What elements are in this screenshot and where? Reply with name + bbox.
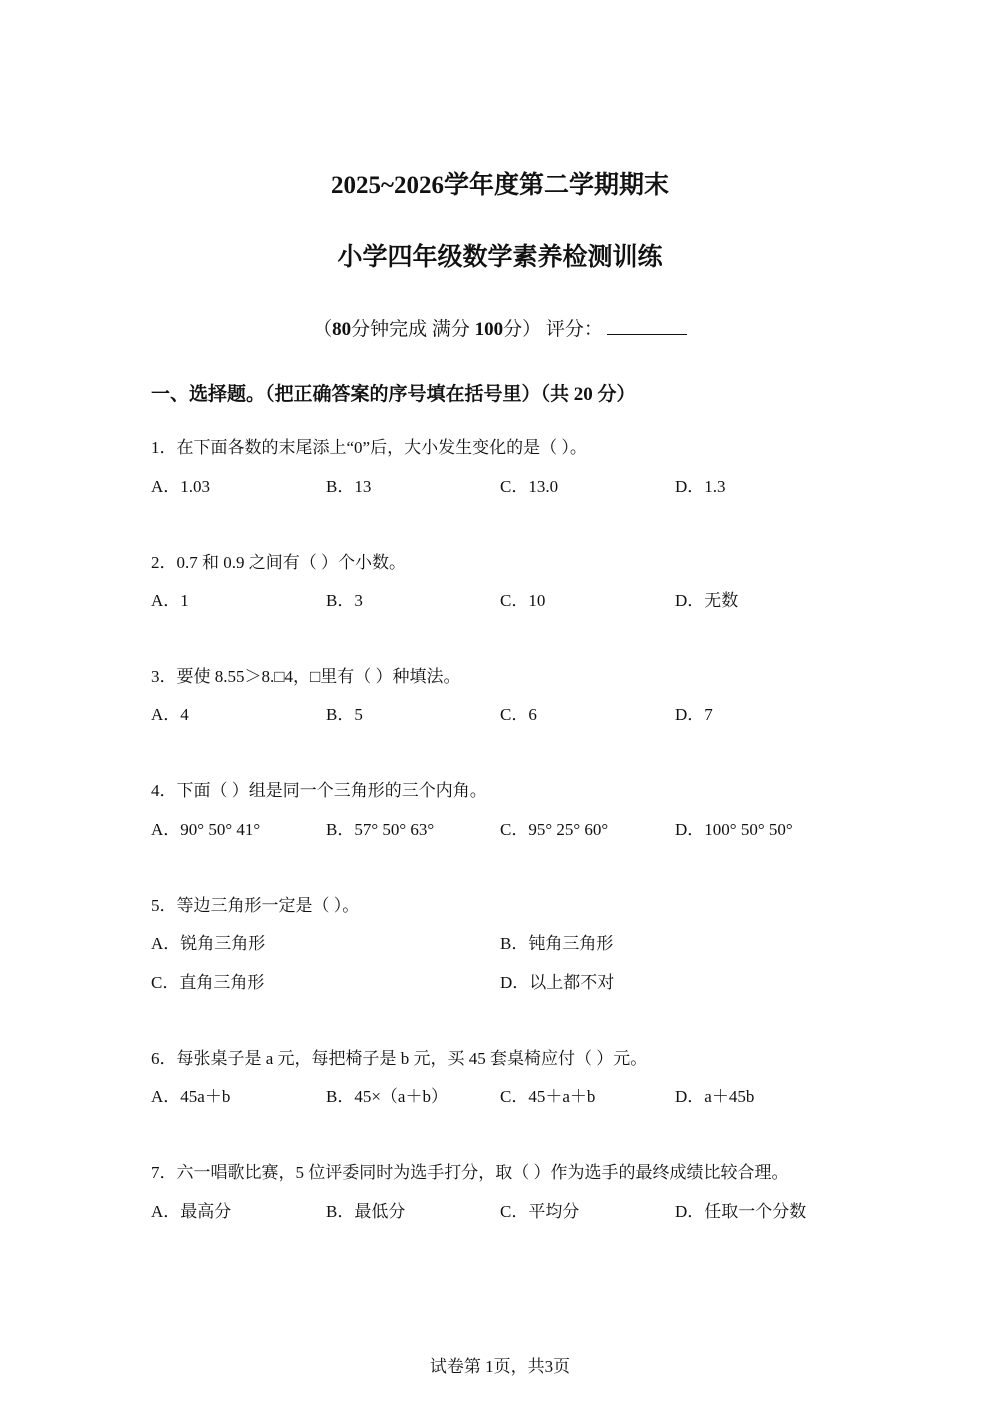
option-d: D．100° 50° 50° <box>675 820 793 839</box>
option-c: C．平均分 <box>500 1202 580 1221</box>
option-a: A．最高分 <box>151 1202 232 1221</box>
question-stem: 3．要使 8.55＞8.□4，□里有（ ）种填法。 <box>151 667 461 686</box>
option-a: A．1.03 <box>151 477 211 496</box>
question-stem: 6．每张桌子是 a 元，每把椅子是 b 元，买 45 套桌椅应付（ ）元。 <box>151 1049 648 1068</box>
option-a: A．45a＋b <box>151 1087 231 1106</box>
exam-title-line1: 2025~2026学年度第二学期期末 <box>330 172 669 199</box>
option-d: D．以上都不对 <box>500 973 615 992</box>
option-a: A．锐角三角形 <box>151 934 266 953</box>
exam-title-line2: 小学四年级数学素养检测训练 <box>337 244 663 271</box>
info-open: （ <box>313 319 333 340</box>
option-c: C．95° 25° 60° <box>500 820 609 839</box>
option-b: B．13 <box>326 477 372 496</box>
info-score: 100 <box>474 319 504 340</box>
option-b: B．最低分 <box>326 1202 406 1221</box>
option-a: A．4 <box>151 705 189 724</box>
option-c: C．直角三角形 <box>151 973 265 992</box>
option-d: D．a＋45b <box>675 1087 755 1106</box>
exam-info <box>0 316 1000 342</box>
option-c: C．45＋a＋b <box>500 1087 596 1106</box>
option-b: B．5 <box>326 705 363 724</box>
question-stem: 1．在下面各数的末尾添上“0”后，大小发生变化的是（ ）。 <box>151 438 587 457</box>
option-a: A．1 <box>151 591 189 610</box>
question-stem: 4．下面（ ）组是同一个三角形的三个内角。 <box>151 781 487 800</box>
question-stem: 7．六一唱歌比赛，5 位评委同时为选手打分，取（ ）作为选手的最终成绩比较合理。 <box>151 1163 789 1182</box>
option-c: C．13.0 <box>500 477 559 496</box>
option-d: D．无数 <box>675 591 739 610</box>
question-stem: 5．等边三角形一定是（ ）。 <box>151 896 360 915</box>
option-c: C．10 <box>500 591 546 610</box>
option-d: D．1.3 <box>675 477 726 496</box>
option-b: B．45×（a＋b） <box>326 1087 448 1106</box>
option-b: B．3 <box>326 591 363 610</box>
info-time-unit: 分钟完成 满分 <box>351 319 470 340</box>
option-a: A．90° 50° 41° <box>151 820 261 839</box>
score-blank[interactable] <box>607 316 687 335</box>
option-b: B．钝角三角形 <box>500 934 614 953</box>
option-b: B．57° 50° 63° <box>326 820 435 839</box>
info-time: 80 <box>332 319 352 340</box>
info-close: 分） 评分： <box>503 319 603 340</box>
page-footer: 试卷第 1页，共3页 <box>429 1357 571 1376</box>
question-stem: 2．0.7 和 0.9 之间有（ ）个小数。 <box>151 553 406 572</box>
option-c: C．6 <box>500 705 537 724</box>
option-d: D．7 <box>675 705 713 724</box>
option-d: D．任取一个分数 <box>675 1202 807 1221</box>
section-heading: 一、选择题。（把正确答案的序号填在括号里）（共 20 分） <box>151 384 636 405</box>
